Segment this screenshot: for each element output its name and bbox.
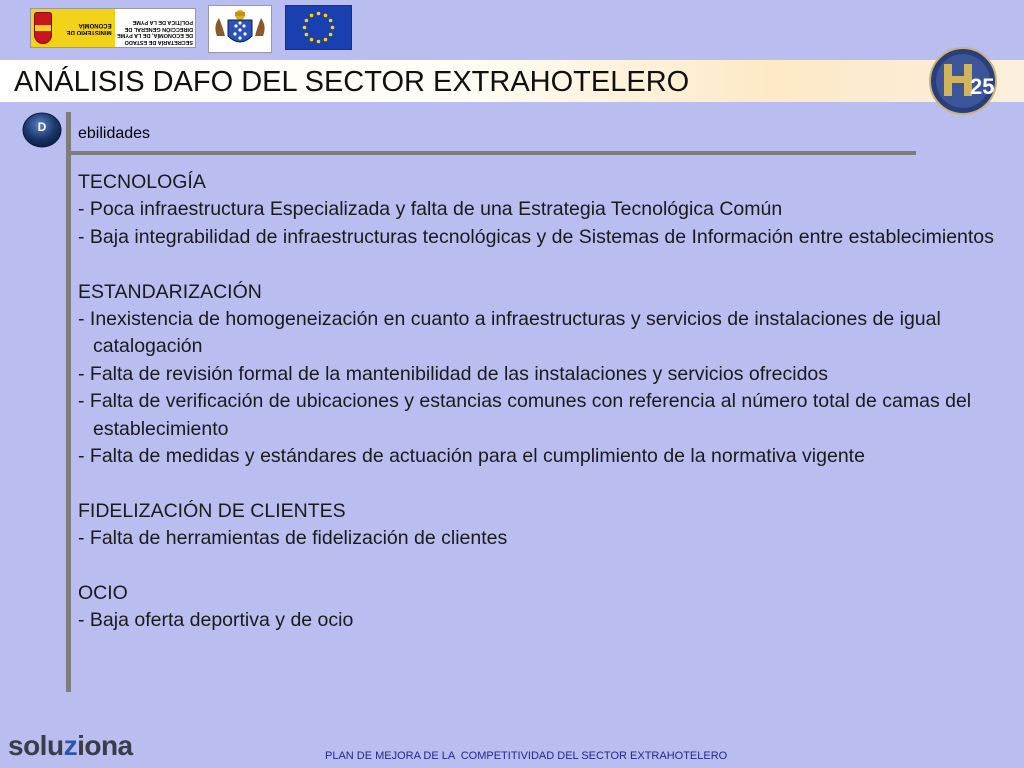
section-heading: TECNOLOGÍA [78,171,206,193]
section-tecnologia [78,169,1008,251]
spain-shield-icon [31,9,115,47]
ministry-logo-right-text-bottom: DIRECCIÓN GENERAL DE POLÍTICA DE LA PYME [124,19,193,32]
brand-part-3: iona [77,730,133,761]
section-heading: OCIO [78,582,128,605]
list-item: - Falta de revisión formal de la mantenibilidad de las instalaciones y servicios ofrecidos [78,362,829,385]
eu-flag-icon [285,5,352,50]
ministry-logo-left-text: MINISTERIO DE ECONOMÍA [66,22,112,35]
list-item: - Baja integrabilidad de infraestructuras tecnológicas y de Sistemas de Información entre establecimientos [78,225,994,248]
vertical-divider [66,112,71,692]
section-heading: FIDELIZACIÓN DE CLIENTES [78,499,346,522]
subheading: ebilidades [78,125,151,142]
list-item: - Baja oferta deportiva y de ocio [78,609,354,632]
section-ocio [78,580,1008,635]
brand-part-2: z [63,730,78,761]
section-estandarizacion [78,279,1008,471]
list-item: - Poca infraestructura Especializada y falta de una Estrategia Tecnológica Común [78,198,783,221]
brand-part-1: solu [8,730,64,761]
h25-logo-number: 25 [970,74,995,99]
list-item: - Falta de verificación de ubicaciones y estancias comunes con referencia al número total de camas del establecimiento [78,390,972,440]
badge-letter: D [37,120,47,134]
list-item: - Inexistencia de homogeneización en cuanto a infraestructuras y servicios de instalaciones de igual catalogación [78,308,941,358]
page-title: ANÁLISIS DAFO DEL SECTOR EXTRAHOTELERO [14,66,690,98]
ministry-logo-right-text-top: SECRETARÍA DE ESTADO DE ECONOMÍA, DE LA PYME [117,32,193,45]
list-item: - Falta de herramientas de fidelización de clientes [78,527,508,550]
section-heading: ESTANDARIZACIÓN [78,280,262,303]
horizontal-divider [66,151,916,155]
soluziona-logo [8,730,133,762]
h25-logo-icon [928,46,998,116]
footer-text: PLAN DE MEJORA DE LA COMPETITIVIDAD DEL SECTOR EXTRAHOTELERO [325,750,728,762]
ministry-logo [30,8,196,48]
canarias-coat-of-arms-icon [208,5,272,53]
section-fidelizacion [78,498,1008,553]
content-body [78,169,1008,662]
list-item: - Falta de medidas y estándares de actuación para el cumplimiento de la normativa vigente [78,445,865,468]
